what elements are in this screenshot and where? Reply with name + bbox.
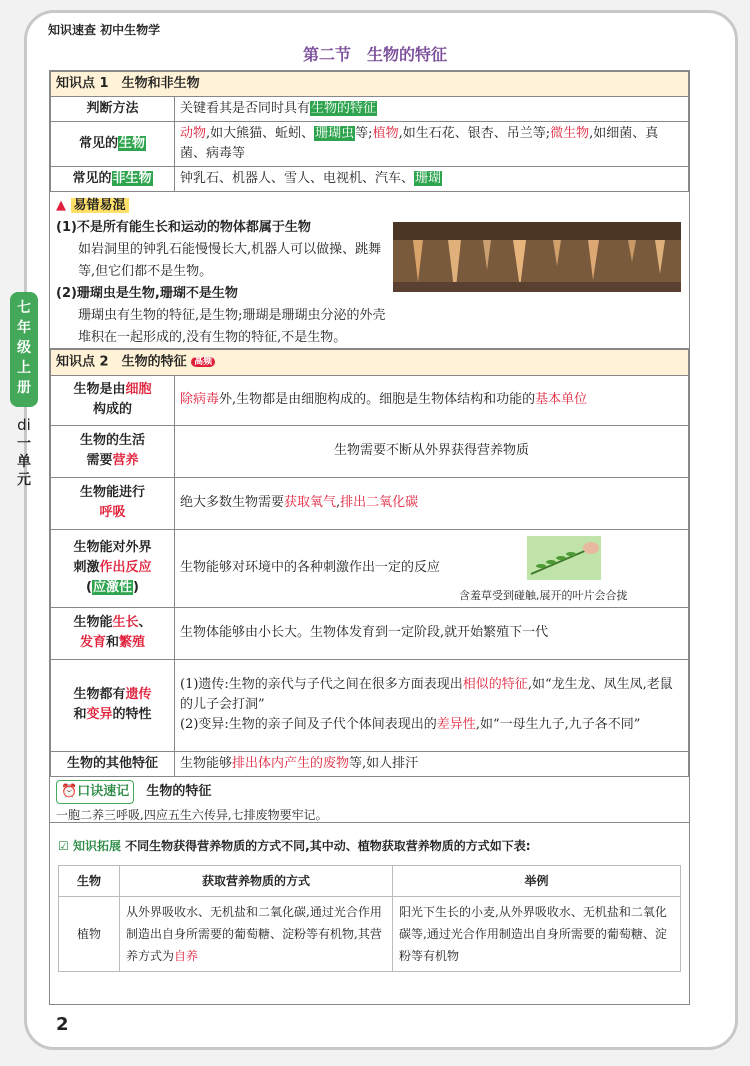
keyword: 相似的特征	[462, 677, 528, 692]
mnemonic-text: 一胞二养三呼吸,四应五生六传异,七排废物要牢记。	[56, 807, 328, 822]
k2-a-value	[175, 375, 689, 425]
keyword: 获取氧气	[284, 495, 337, 510]
text: 生物能	[73, 615, 113, 630]
k2-c-value	[175, 477, 689, 529]
text: 知识点 2 生物的特征	[56, 354, 187, 370]
text: 钟乳石、机器人、雪人、电视机、汽车、	[180, 171, 415, 186]
extension-icon: ☑	[58, 838, 69, 853]
k1-r1-label: 判断方法	[51, 97, 175, 122]
text: 从外界吸收水、无机盐和二氧化碳,通过光合作用制造出自身所需要的葡萄糖、淀粉等有机物,其营养方式为	[126, 904, 382, 963]
frequency-badge: 高频	[191, 357, 215, 367]
text: ,如“一母生九子,九子各不同”	[475, 717, 641, 732]
k1-r3-label	[51, 167, 175, 192]
unit-suffix: 一单元	[17, 436, 31, 488]
content-box	[49, 70, 690, 1005]
text: ,如细菌、真菌、病毒等	[180, 126, 659, 161]
highlight: 应激性	[92, 580, 132, 595]
heredity-item	[180, 675, 683, 715]
keyword: 动物	[180, 126, 207, 141]
text: 刺激	[73, 560, 100, 575]
mistake-heading	[56, 195, 683, 217]
highlight: 生物的特征	[311, 101, 377, 116]
unit-prefix: di	[17, 416, 31, 434]
grade-tab-label: 七年级上册	[17, 300, 31, 396]
k2-title	[51, 350, 689, 376]
stalactite-image	[393, 222, 681, 292]
mistake-box	[50, 192, 689, 349]
text: 等;	[355, 126, 373, 141]
keyword: 遗传	[125, 687, 152, 702]
extension-tag: 知识拓展	[72, 838, 121, 853]
variation-item	[180, 715, 683, 735]
text: (1)遗传:生物的亲代与子代之间在很多方面表现出	[180, 677, 463, 692]
grade-tab[interactable]	[10, 292, 38, 407]
text: 生物是由	[73, 382, 126, 397]
keyword: 生长	[112, 615, 139, 630]
keyword: 差异性	[436, 717, 476, 732]
keyword: 自养	[174, 948, 199, 963]
warning-icon: ▲	[56, 198, 66, 213]
image-caption: 含羞草受到碰触,展开的叶片会合拢	[459, 588, 628, 602]
k1-r3-value	[175, 167, 689, 192]
k2-e-label	[51, 607, 175, 659]
k2-b-value: 生物需要不断从外界获得营养物质	[175, 425, 689, 477]
knowledge-table-2	[50, 349, 689, 777]
table-cell: 阳光下生长的小麦,从外界吸收水、无机盐和二氧化碳等,通过光合作用制造出自身所需要的葡萄糖、淀粉等有机物	[393, 896, 681, 971]
table-row	[51, 751, 689, 776]
text: 生物都有	[73, 687, 126, 702]
keyword: 变异	[86, 707, 113, 722]
table-row	[51, 122, 689, 167]
k2-g-value	[175, 751, 689, 776]
highlight: 珊瑚	[415, 171, 442, 186]
text: (	[86, 580, 92, 595]
clock-icon: ⏰	[61, 783, 78, 799]
k2-e-value: 生物体能够由小长大。生物体发育到一定阶段,就开始繁殖下一代	[175, 607, 689, 659]
table-row	[51, 607, 689, 659]
text: )	[133, 580, 139, 595]
k2-g-label: 生物的其他特征	[51, 751, 175, 776]
k2-d-value	[175, 529, 689, 607]
table-cell: 植物	[59, 896, 120, 971]
keyword: 微生物	[550, 126, 590, 141]
header-cell: 生物	[59, 865, 120, 896]
text: 、	[138, 615, 152, 630]
keyword: 除病毒	[180, 392, 220, 407]
text: 和	[73, 707, 87, 722]
table-row	[59, 896, 681, 971]
header-cell: 获取营养物质的方式	[120, 865, 393, 896]
text: 需要	[86, 453, 113, 468]
k2-a-label	[51, 375, 175, 425]
highlight: 生物	[119, 136, 146, 151]
page-number: 2	[56, 1014, 69, 1035]
k2-b-label	[51, 425, 175, 477]
section-title: 第二节 生物的特征	[302, 45, 447, 64]
text: 的特性	[112, 707, 152, 722]
nutrition-table	[58, 865, 681, 972]
keyword: 作出反应	[99, 560, 152, 575]
table-row	[51, 167, 689, 192]
text: (2)变异:生物的亲子间及子代个体间表现出的	[180, 717, 437, 732]
table-row	[51, 425, 689, 477]
table-header-row	[59, 865, 681, 896]
keyword: 植物	[372, 126, 399, 141]
text: 口诀速记	[77, 783, 130, 799]
mnemonic-title: 生物的特征	[146, 783, 212, 799]
keyword: 排出二氧化碳	[340, 495, 419, 510]
text: ,如生石花、银杏、吊兰等;	[398, 126, 551, 141]
k1-title: 知识点 1 生物和非生物	[51, 72, 689, 97]
text: 生物能对外界	[73, 540, 152, 555]
book-header: 知识速查 初中生物学	[48, 23, 161, 37]
k2-c-label	[51, 477, 175, 529]
text: 生物能够	[180, 755, 233, 771]
keyword: 基本单位	[535, 392, 588, 407]
keyword: 发育	[79, 635, 106, 650]
keyword: 细胞	[125, 382, 152, 397]
k1-r1-value	[175, 97, 689, 122]
k2-f-value	[175, 659, 689, 751]
k2-f-label	[51, 659, 175, 751]
text: 生物的生活	[79, 433, 145, 448]
text: 等,如人排汗	[349, 755, 419, 771]
text: 生物能够对环境中的各种刺激作出一定的反应	[180, 560, 441, 575]
table-row	[51, 659, 689, 751]
extension-box	[50, 823, 689, 972]
table-row	[51, 529, 689, 607]
keyword: 呼吸	[99, 505, 126, 520]
table-cell	[120, 896, 393, 971]
mistake-text-2: 珊瑚虫有生物的特征,是生物;珊瑚是珊瑚虫分泌的外壳堆积在一起形成的,没有生物的特征,不是生物。	[78, 308, 386, 345]
keyword: 繁殖	[119, 635, 146, 650]
text: 生物能进行	[79, 485, 145, 500]
text: 和	[105, 635, 119, 650]
mnemonic-box	[50, 777, 689, 823]
mnemonic-tag	[56, 780, 134, 804]
highlight: 珊瑚虫	[315, 126, 355, 141]
text: ,	[336, 495, 341, 510]
text: 关键看其是否同时具有	[180, 101, 311, 116]
text: 绝大多数生物需要	[180, 495, 285, 510]
header-cell: 举例	[393, 865, 681, 896]
mistake-point-1: (1)不是所有能生长和运动的物体都属于生物	[56, 220, 311, 235]
keyword: 营养	[112, 453, 139, 468]
text: ,如“龙生龙、凤生凤,老鼠的儿子会打洞”	[180, 677, 673, 712]
k1-r2-value	[175, 122, 689, 167]
mistake-text-1: 如岩洞里的钟乳石能慢慢长大,机器人可以做操、跳舞等,但它们都不是生物。	[78, 242, 382, 279]
k1-r2-label	[51, 122, 175, 167]
text: 常见的	[78, 136, 118, 151]
text: 外,生物都是由细胞构成的。细胞是生物体结构和功能的	[219, 392, 536, 407]
table-row	[51, 97, 689, 122]
highlight: 非生物	[112, 171, 152, 186]
text: ,如大熊猫、蚯蚓、	[206, 126, 315, 141]
mistake-title: 易错易混	[71, 198, 129, 213]
table-row	[51, 375, 689, 425]
text: 构成的	[92, 402, 132, 417]
mistake-point-2: (2)珊瑚虫是生物,珊瑚不是生物	[56, 286, 238, 301]
mimosa-image	[527, 536, 601, 580]
knowledge-table-1	[50, 71, 689, 192]
extension-intro: 不同生物获得营养物质的方式不同,其中动、植物获取营养物质的方式如下表:	[125, 838, 531, 853]
table-row	[51, 477, 689, 529]
k2-d-label	[51, 529, 175, 607]
keyword: 排出体内产生的废物	[232, 755, 350, 771]
text: 常见的	[72, 171, 112, 186]
unit-label	[10, 416, 38, 489]
